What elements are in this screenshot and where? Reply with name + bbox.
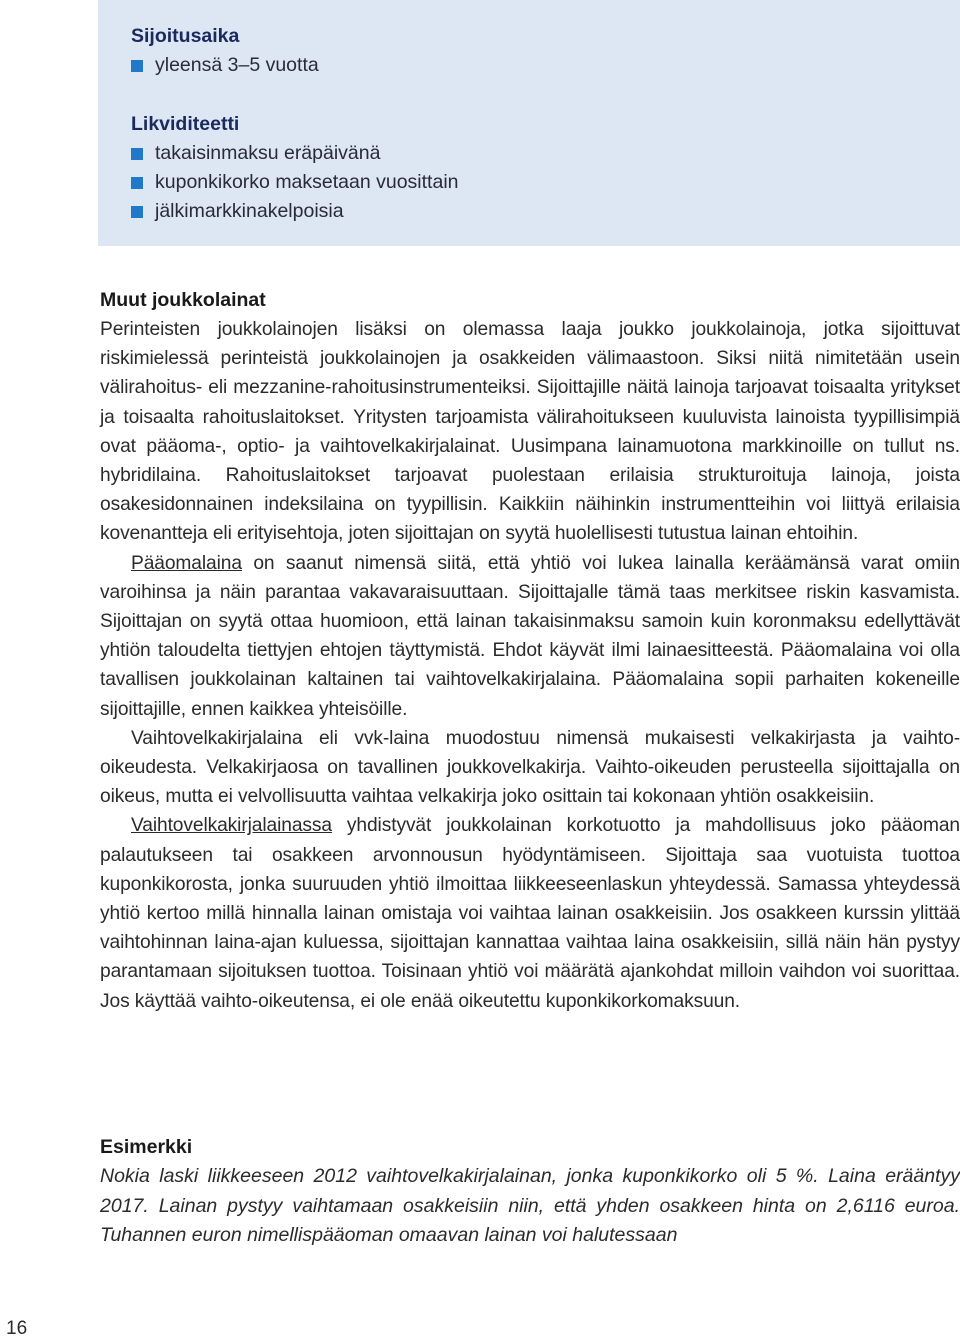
info-box [98, 0, 960, 246]
other-bonds-heading: Muut joukkolainat [100, 289, 266, 311]
list-item: kuponkikorko maksetaan vuosittain [131, 168, 459, 197]
list-item: takaisinmaksu eräpäivänä [131, 139, 459, 168]
capital-loan-term: Pääomalaina [131, 552, 242, 574]
square-bullet-icon [131, 206, 143, 218]
main-body [100, 286, 960, 1016]
paragraph-convertible-intro: Vaihtovelkakirjalaina eli vvk-laina muodostuu nimensä mukaisesti velkakirjasta ja vaihto-oikeudesta. Velkakirjaosa on tavallinen joukkovelkakirja. Vaihto-oikeuden perusteella sijoittajalla on oikeus, mutta ei velvollisuutta vaihtaa velkakirja joko osittain tai kokonaan yhtiön osakkeisiin. [100, 727, 960, 808]
example-heading: Esimerkki [100, 1136, 193, 1158]
paragraph-capital-loan: Pääomalaina on saanut nimensä siitä, että yhtiö voi lukea lainalla keräämänsä varat omiin varoihinsa ja näin parantaa vakavaraisuuttaan. Sijoittajalle tämä taas merkitsee riskin kasvamista. Sijoittajan on syytä ottaa huomioon, että lainan takaisinmaksu samoin kuin koronmaksu edellyttävät yhtiön taloudelta tiettyjen ehtojen täyttymistä. Ehdot käyvät ilmi lainaesitteestä. Pääomalaina voi olla tavallisen joukkolainan kaltainen tai vaihtovelkakirjalaina. Pääomalaina sopii parhaiten kokeneille sijoittajille, ennen kaikkea yhteisöille. [100, 552, 960, 720]
page-number: 16 [6, 1318, 28, 1339]
square-bullet-icon [131, 177, 143, 189]
info-box-content [131, 22, 459, 226]
liquidity-heading: Likviditeetti [131, 113, 240, 135]
paragraph-convertible-detail: Vaihtovelkakirjalainassa yhdistyvät joukkolainan korkotuotto ja mahdollisuus joko pääoman palautukseen tai osakkeen arvonnousun hyödyntämiseen. Sijoittaja saa vuotuista tuottoa kuponkikorosta, jonka suuruuden yhtiö ilmoittaa liikkeeseenlaskun yhteydessä. Samassa yhteydessä yhtiö kertoo millä hinnalla lainan omistaja voi vaihtaa lainan osakkeisiin. Jos osakkeen kurssin ylittää vaihtohinnan laina-ajan kuluessa, sijoittajan kannattaa vaihtaa laina osakkeisiin, sillä näin hän pystyy parantamaan sijoituksen tuottoa. Toisinaan yhtiö voi määrätä ajankohdat milloin vaihdon voi suorittaa. Jos käyttää vaihto-oikeutensa, ei ole enää oikeutettu kuponkikorkomaksuun. [100, 815, 960, 1012]
example-section [100, 1133, 960, 1251]
paragraph-intro: Perinteisten joukkolainojen lisäksi on olemassa laaja joukko joukkolainoja, jotka sijoittuvat riskimielessä perinteistä joukkolainojen ja osakkeiden välimaastoon. Siksi niitä nimitetään usein välirahoitus- eli mezzanine-rahoitusinstrumenteiksi. Sijoittajille näitä lainoja tarjoavat toisaalta yritykset ja toisaalta rahoituslaitokset. Yritysten tarjoamista välirahoitukseen kuuluvista lainoista tyypillisimpiä ovat pääoma-, optio- ja vaihtovelkakirjalainat. Uusimpana lainamuotona markkinoille on tullut ns. hybridilaina. Rahoituslaitokset tarjoavat puolestaan erilaisia strukturoituja lainoja, joista osakesidonnainen indeksilaina on tyypillisin. Kaikkiin näihinkin instrumentteihin voi liittyä erilaisia kovenantteja eli erityisehtoja, joten sijoittajan on syytä huolellisesti tutustua lainan ehtoihin. [100, 319, 960, 545]
liquidity-list [131, 139, 459, 226]
square-bullet-icon [131, 60, 143, 72]
investment-period-heading: Sijoitusaika [131, 25, 240, 47]
investment-period-list [131, 51, 459, 80]
example-text: Nokia laski liikkeeseen 2012 vaihtovelkakirjalainan, jonka kuponkikorko oli 5 %. Laina erääntyy 2017. Lainan pystyy vaihtamaan osakkeisiin niin, että yhden osakkeen hinta on 2,6116 euroa. Tuhannen euron nimellispääoman omaavan lainan voi halutessaan [100, 1165, 960, 1246]
square-bullet-icon [131, 148, 143, 160]
list-item: yleensä 3–5 vuotta [131, 51, 459, 80]
list-item: jälkimarkkinakelpoisia [131, 197, 459, 226]
convertible-loan-term: Vaihtovelkakirjalainassa [131, 815, 332, 837]
